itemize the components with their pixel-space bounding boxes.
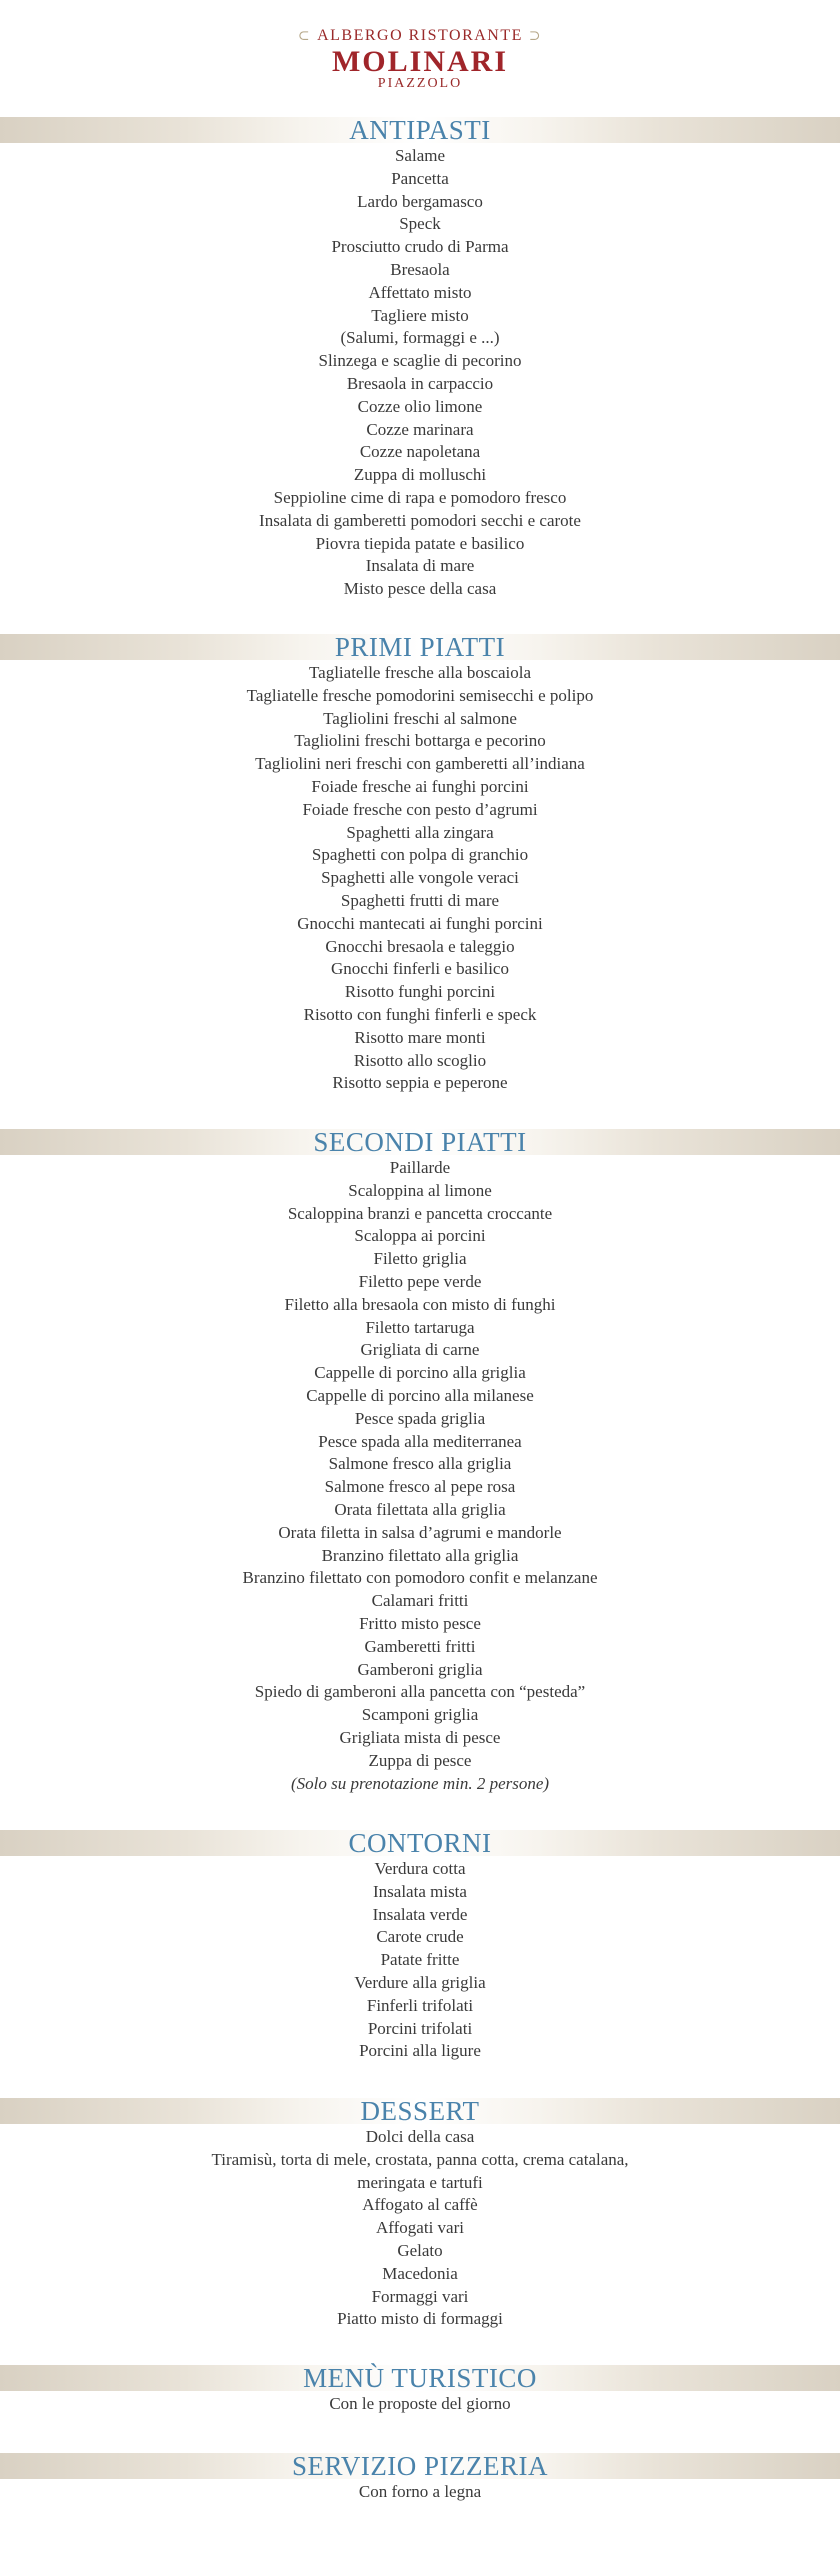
section-menu-turistico: [0, 2365, 840, 2416]
menu-item: Slinzega e scaglie di pecorino: [318, 351, 522, 371]
menu-item: Paillarde: [389, 1158, 451, 1177]
section-band: [0, 1129, 840, 1155]
menu-item: Risotto seppia e peperone: [332, 1073, 508, 1093]
logo-location: PIAZZOLO: [377, 76, 463, 91]
section-title: SERVIZIO PIZZERIA: [291, 2451, 549, 2481]
menu-item: Spaghetti alla zingara: [346, 822, 494, 842]
section-title: MENÙ TURISTICO: [303, 2363, 537, 2393]
section-band: [0, 634, 840, 660]
menu-item: Macedonia: [382, 2263, 458, 2283]
section-band: [0, 2098, 840, 2124]
menu-item: Finferli trifolati: [366, 1995, 474, 2015]
section-title: SECONDI PIATTI: [313, 1127, 527, 1157]
menu-item: Pesce spada griglia: [354, 1408, 486, 1428]
menu-item: Grigliata mista di pesce: [339, 1727, 501, 1747]
menu-item: Branzino filettato alla griglia: [321, 1545, 519, 1565]
section-band: [0, 1830, 840, 1856]
menu-item: Scaloppina branzi e pancetta croccante: [287, 1203, 553, 1223]
left-ornament-icon: ⊂: [297, 29, 312, 44]
section-band: [0, 2365, 840, 2391]
menu-item: Risotto con funghi finferli e speck: [303, 1004, 537, 1024]
menu-item: Gnocchi bresaola e taleggio: [325, 936, 515, 956]
menu-item: Filetto alla bresaola con misto di funghi: [284, 1294, 556, 1314]
menu-item: Con le proposte del giorno: [329, 2394, 511, 2413]
menu-item: Misto pesce della casa: [343, 579, 497, 599]
section-servizio-pizzeria: [0, 2453, 840, 2504]
menu-item: Formaggi vari: [371, 2286, 469, 2306]
section-antipasti: [0, 117, 840, 601]
menu-item: Gamberoni griglia: [357, 1659, 483, 1679]
menu-item: Cozze marinara: [366, 419, 474, 439]
section-band: [0, 2453, 840, 2479]
menu-item: Orata filetta in salsa d’agrumi e mandorle: [278, 1522, 562, 1542]
menu-item: Tagliatelle fresche pomodorini semisecchi e polipo: [246, 685, 594, 705]
menu-item: Insalata verde: [372, 1904, 468, 1924]
menu-item: Calamari fritti: [371, 1591, 469, 1611]
menu-item: Pesce spada alla mediterranea: [318, 1431, 522, 1451]
section-secondi-piatti: [0, 1129, 840, 1795]
menu-item: Piatto misto di formaggi: [337, 2309, 503, 2329]
menu-item: Gelato: [397, 2240, 443, 2260]
menu-item: Insalata di mare: [365, 556, 475, 576]
menu-item: Salmone fresco al pepe rosa: [324, 1477, 516, 1497]
menu-item: Fritto misto pesce: [359, 1613, 481, 1633]
menu-item: Tiramisù, torta di mele, crostata, panna cotta, crema catalana,: [211, 2149, 629, 2169]
menu-item: Filetto tartaruga: [365, 1317, 475, 1337]
menu-item: Affettato misto: [368, 282, 472, 302]
menu-item: meringata e tartufi: [357, 2172, 483, 2192]
section-title: ANTIPASTI: [349, 115, 491, 145]
menu-item: Salame: [394, 146, 446, 165]
menu-item: (Salumi, formaggi e ...): [340, 328, 500, 348]
menu-item: Risotto allo scoglio: [353, 1050, 487, 1070]
menu-item: Porcini trifolati: [367, 2018, 473, 2038]
item-list: [0, 1157, 840, 1773]
menu-item: Piovra tiepida patate e basilico: [315, 533, 525, 553]
menu-item: Affogati vari: [376, 2218, 464, 2238]
menu-item: Filetto pepe verde: [358, 1271, 482, 1291]
item-list: [0, 1858, 840, 2063]
menu-item: Cozze napoletana: [359, 442, 481, 462]
menu-item: Speck: [399, 214, 441, 234]
menu-item: Scaloppa ai porcini: [354, 1226, 486, 1246]
menu-item: Cappelle di porcino alla milanese: [306, 1385, 534, 1405]
menu-item: Tagliolini neri freschi con gamberetti all’indiana: [255, 754, 585, 774]
menu-item: Foiade fresche ai funghi porcini: [311, 776, 529, 796]
item-list: [0, 2393, 840, 2416]
menu-item: Prosciutto crudo di Parma: [331, 237, 509, 257]
menu-item: Zuppa di molluschi: [353, 465, 487, 485]
restaurant-logo: [0, 26, 840, 91]
menu-item: Filetto griglia: [373, 1249, 467, 1269]
menu-item: Porcini alla ligure: [359, 2041, 481, 2061]
menu-item: Patate fritte: [380, 1950, 460, 1970]
menu-item: Scaloppina al limone: [348, 1180, 492, 1200]
menu-item: Con forno a legna: [358, 2482, 482, 2501]
menu-item: Tagliolini freschi bottarga e pecorino: [294, 731, 546, 751]
menu-item: Cozze olio limone: [357, 396, 483, 416]
menu-item: Branzino filettato con pomodoro confit e melanzane: [242, 1568, 598, 1588]
menu-item: Scamponi griglia: [361, 1705, 479, 1725]
section-title: DESSERT: [360, 2096, 480, 2126]
menu-item: Seppioline cime di rapa e pomodoro fresco: [273, 487, 567, 507]
menu-item: Lardo bergamasco: [357, 191, 483, 211]
section-title: CONTORNI: [348, 1828, 492, 1858]
section-title: PRIMI PIATTI: [334, 632, 506, 662]
menu-item: Zuppa di pesce: [368, 1750, 472, 1770]
section-dessert: [0, 2098, 840, 2331]
menu-item: Orata filettata alla griglia: [334, 1499, 506, 1519]
menu-item: Tagliere misto: [371, 305, 469, 325]
item-list: [0, 662, 840, 1095]
menu-item: Tagliolini freschi al salmone: [323, 708, 517, 728]
section-contorni: [0, 1830, 840, 2063]
section-band: [0, 117, 840, 143]
section-primi-piatti: [0, 634, 840, 1095]
menu-item: Pancetta: [391, 168, 449, 188]
item-list: [0, 2126, 840, 2331]
menu-item: Carote crude: [376, 1927, 464, 1947]
menu-item: Gnocchi finferli e basilico: [331, 959, 509, 979]
menu-item: Grigliata di carne: [360, 1340, 480, 1360]
item-list: [0, 2481, 840, 2504]
menu-item: Insalata di gamberetti pomodori secchi e carote: [259, 510, 581, 530]
menu-item: Bresaola: [390, 259, 450, 279]
menu-item: Risotto funghi porcini: [344, 982, 496, 1002]
menu-item: Salmone fresco alla griglia: [328, 1454, 512, 1474]
menu-item: Tagliatelle fresche alla boscaiola: [308, 663, 532, 682]
menu-item: Affogato al caffè: [362, 2195, 478, 2215]
menu-item: Cappelle di porcino alla griglia: [314, 1363, 526, 1383]
menu-item: Gnocchi mantecati ai funghi porcini: [297, 913, 543, 933]
menu-item: Spaghetti alle vongole veraci: [321, 868, 519, 888]
logo-brand-name: MOLINARI: [331, 45, 508, 78]
reservation-note: (Solo su prenotazione min. 2 persone): [290, 1773, 550, 1793]
menu-item: Risotto mare monti: [354, 1027, 486, 1047]
menu-item: Gamberetti fritti: [364, 1636, 476, 1656]
menu-item: Spaghetti frutti di mare: [340, 890, 500, 910]
menu-item: Insalata mista: [373, 1881, 467, 1901]
menu-item: Bresaola in carpaccio: [346, 373, 494, 393]
item-list: [0, 145, 840, 601]
menu-item: Verdura cotta: [374, 1859, 466, 1878]
right-ornament-icon: ⊃: [528, 29, 543, 44]
menu-item: Dolci della casa: [365, 2127, 475, 2146]
menu-item: Spiedo di gamberoni alla pancetta con “pesteda”: [254, 1682, 586, 1702]
logo-top-line: ALBERGO RISTORANTE: [317, 27, 523, 44]
menu-item: Foiade fresche con pesto d’agrumi: [302, 799, 538, 819]
menu-item: Spaghetti con polpa di granchio: [311, 845, 529, 865]
menu-item: Verdure alla griglia: [354, 1972, 486, 1992]
